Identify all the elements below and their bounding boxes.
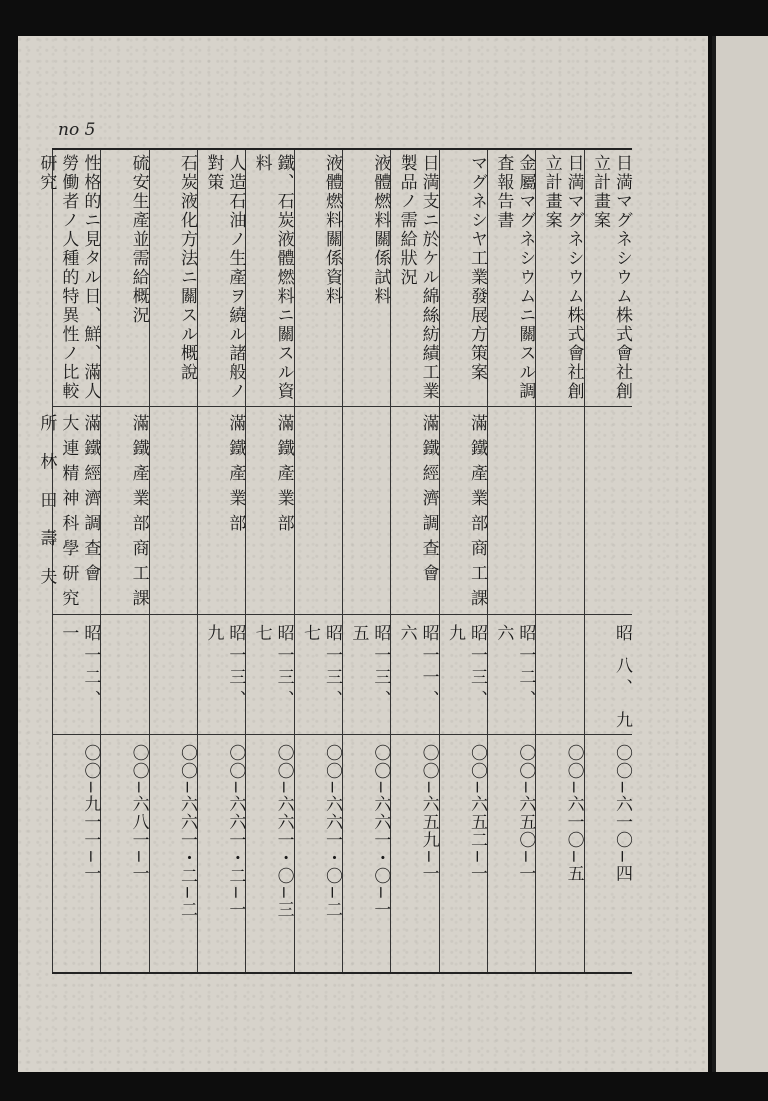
cell-date: 昭一二、 六 bbox=[493, 624, 536, 712]
cell-code: 〇〇−六八一−一 bbox=[128, 744, 149, 883]
cell-title: 液體燃料關係試料 bbox=[370, 154, 391, 306]
table-row bbox=[36, 150, 101, 972]
cell-date bbox=[536, 620, 584, 734]
cell-org bbox=[295, 410, 343, 614]
cell-date: 昭一三、 七 bbox=[251, 624, 294, 712]
table-row bbox=[342, 150, 391, 972]
page-number: no 5 bbox=[58, 120, 96, 140]
cell-title: 硫安生產並需給概況 bbox=[128, 154, 149, 325]
cell-code: 〇〇−六五二−一 bbox=[466, 744, 487, 883]
cell-code: 〇〇−九一一−一 bbox=[80, 744, 101, 883]
table-row bbox=[390, 150, 439, 972]
cell-code: 〇〇−六六一・〇−三 bbox=[273, 744, 294, 919]
catalog-table bbox=[36, 148, 632, 974]
table-row bbox=[149, 150, 198, 972]
cell-date: 昭 八、 九 bbox=[611, 624, 632, 733]
table-row bbox=[584, 150, 633, 972]
cell-date: 昭一三、 九 bbox=[203, 624, 246, 712]
cell-code: 〇〇−六五〇−一 bbox=[515, 744, 536, 883]
cell-org: 滿鐵經濟調查會 大連精神科學研究所 林 田 壽 夫 bbox=[36, 414, 101, 614]
cell-org bbox=[536, 410, 584, 614]
cell-title: 金屬マグネシウムニ關スル調査報告書 bbox=[493, 154, 536, 401]
cell-title: 液體燃料關係資料 bbox=[321, 154, 342, 306]
cell-code: 〇〇−六六一・二−二 bbox=[176, 744, 197, 919]
cell-date: 昭一二、 一 bbox=[58, 624, 101, 712]
cell-date bbox=[150, 620, 198, 734]
cell-org: 滿鐵產業部商工課 bbox=[466, 414, 487, 614]
cell-org bbox=[488, 410, 536, 614]
cell-code: 〇〇−六一〇−五 bbox=[563, 744, 584, 883]
table-row bbox=[439, 150, 488, 972]
cell-title: 日満マグネシウム株式會社創立計畫案 bbox=[589, 154, 632, 401]
cell-org: 滿鐵產業部 bbox=[225, 414, 246, 539]
cell-date: 昭一三、 五 bbox=[348, 624, 391, 712]
cell-code: 〇〇−六六一・〇−二 bbox=[321, 744, 342, 919]
table-row bbox=[535, 150, 584, 972]
adjacent-page-edge bbox=[712, 36, 768, 1072]
table-row bbox=[100, 150, 149, 972]
cell-org bbox=[150, 410, 198, 614]
cell-code: 〇〇−六六一・〇−一 bbox=[370, 744, 391, 919]
table-row bbox=[487, 150, 536, 972]
cell-title: 鐵、石炭液體燃料ニ關スル資料 bbox=[251, 154, 294, 401]
table-row bbox=[245, 150, 294, 972]
table-row bbox=[197, 150, 246, 972]
cell-org bbox=[343, 410, 391, 614]
cell-org: 滿鐵產業部 bbox=[273, 414, 294, 539]
cell-code: 〇〇−六六一・二−一 bbox=[225, 744, 246, 919]
cell-date: 昭一三、 九 bbox=[444, 624, 487, 712]
cell-title: 日満マグネシウム株式會社創立計畫案 bbox=[541, 154, 584, 401]
cell-date: 昭一一、 六 bbox=[396, 624, 439, 712]
cell-title: 石炭液化方法ニ關スル概說 bbox=[176, 154, 197, 382]
cell-title: 性格的ニ見タル日、鮮、滿人勞働者ノ人種的特異性ノ比較研究 bbox=[36, 154, 101, 401]
table-row bbox=[294, 150, 343, 972]
cell-org: 滿鐵經濟調查會 bbox=[418, 414, 439, 589]
cell-org bbox=[585, 410, 633, 614]
cell-org: 滿鐵產業部商工課 bbox=[128, 414, 149, 614]
cell-code: 〇〇−六一〇−四 bbox=[611, 744, 632, 883]
cell-title: 人造石油ノ生產ヲ繞ル諸般ノ對策 bbox=[203, 154, 246, 401]
cell-title: マグネシヤ工業發展方策案 bbox=[466, 154, 487, 382]
cell-date bbox=[101, 620, 149, 734]
cell-title: 日満支ニ於ケル綿絲紡績工業製品ノ需給狀況 bbox=[396, 154, 439, 401]
cell-code: 〇〇−六五九−一 bbox=[418, 744, 439, 883]
cell-date: 昭一三、 七 bbox=[299, 624, 342, 712]
